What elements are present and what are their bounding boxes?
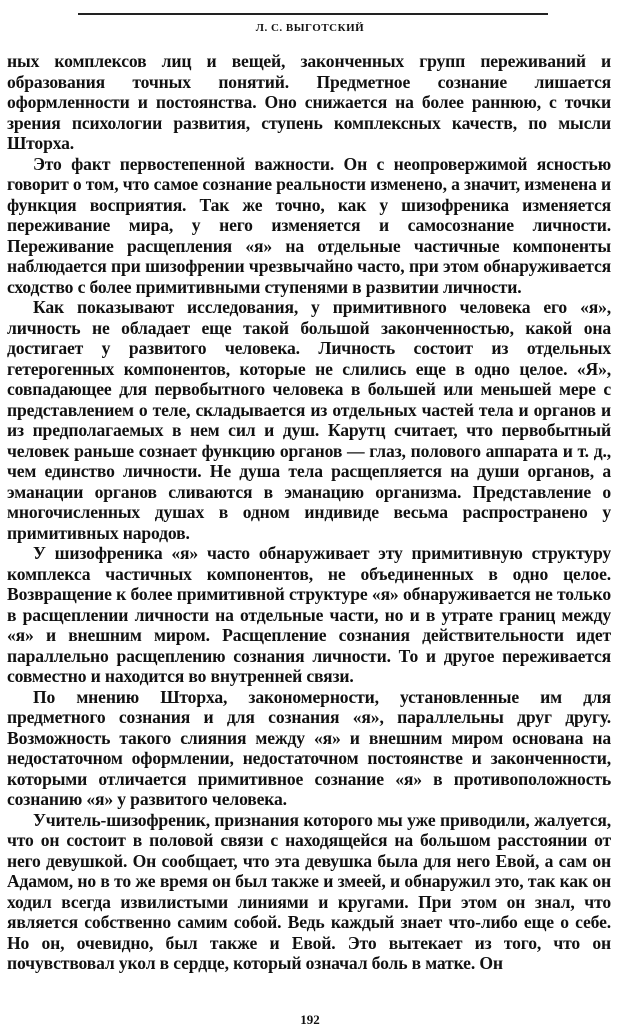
paragraph: У шизофреника «я» часто обнаруживает эту примитивную структуру комплекса частичных компонентов, не объединенных в одно целое. Возвращение к более примитивной структуре «я» обнаруживается не только в расщеплении личности на отдельные части, но и в утрате границ между «я» и внешним миром. Расщепление сознания действительности идет параллельно расщеплению сознания личности. То и другое переживается совместно и находится во внутренней связи. (7, 543, 611, 686)
paragraph: По мнению Шторха, закономерности, установленные им для предметного сознания и для сознания «я», параллельны друг другу. Возможность такого слияния между «я» и внешним миром основана на недостаточном оформлении, недостаточном постоянстве и законченности, которыми отличается примитивное сознание «я» в противоположность сознанию «я» у развитого человека. (7, 686, 611, 809)
paragraph-continued: ных комплексов лиц и вещей, законченных групп переживаний и образования точных понятий. Предметное сознание лишается оформленности и постоянства. Оно снижается на более раннюю, с точки зрения психологии развития, ступень комплексных качеств, по мысли Шторха. (7, 51, 611, 153)
running-header: Л. С. ВЫГОТСКИЙ (255, 22, 365, 34)
page-number: 192 (300, 1012, 320, 1027)
body-text (7, 51, 611, 974)
paragraph: Как показывают исследования, у примитивного человека его «я», личность не обладает еще такой большой законченностью, какой она достигает у развитого человека. Личность состоит из отдельных гетерогенных компонентов, которые не слились еще в одно целое. «Я», совпадающее для первобытного человека в большей или меньшей мере с представлением о теле, складывается из отдельных частей тела и органов и из предполагаемых в нем сил и душ. Карутц считает, что первобытный человек раньше сознает функцию органов — глаз, полового аппарата и т. д., чем единство личности. Не душа тела расщепляется на души органов, а эманации органов сливаются в эманацию организма. Представление о многочисленных душах в одном индивиде весьма распространено у примитивных народов. (7, 297, 611, 543)
paragraph: Это факт первостепенной важности. Он с неопровержимой ясностью говорит о том, что самое сознание реальности изменено, а значит, изменена и функция восприятия. Так же точно, как у шизофреника изменяется переживание мира, у него изменяется и самосознание личности. Переживание расщепления «я» на отдельные частичные компоненты наблюдается при шизофрении чрезвычайно часто, при этом обнаруживается сходство с более примитивными ступенями в развитии личности. (7, 153, 611, 297)
paragraph: Учитель-шизофреник, признания которого мы уже приводили, жалуется, что он состоит в половой связи с находящейся на большом расстоянии от него девушкой. Он сообщает, что эта девушка была для него Евой, а сам он Адамом, но в то же время он был также и змеей, и обнаружил это, так как он ходил всегда извилистыми линиями и кругами. При этом он знал, что является собственно самим собой. Ведь каждый знает что-либо еще о себе. Но он, очевидно, был также и Евой. Это вытекает из того, что он почувствовал укол в сердце, который означал боль в матке. Он (7, 809, 611, 973)
header-rule (78, 13, 548, 15)
